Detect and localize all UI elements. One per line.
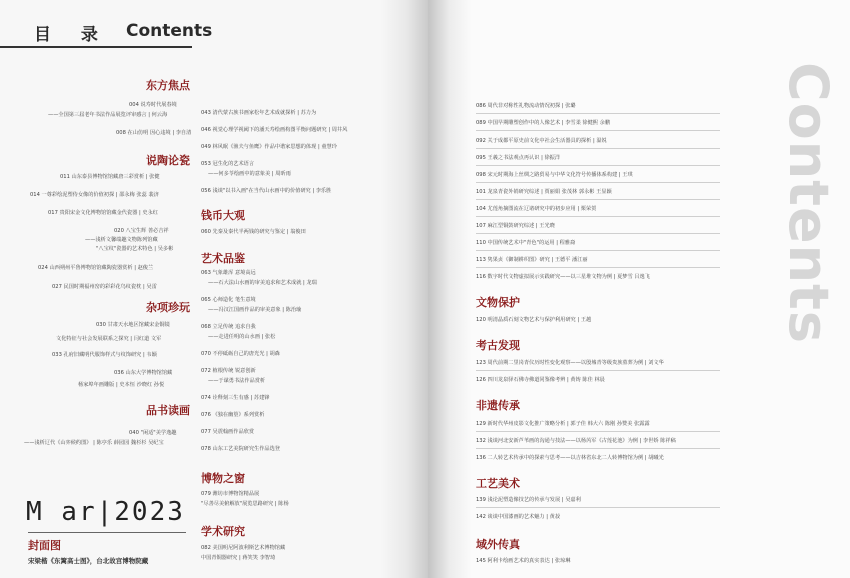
toc-entry: 008 在山仿明 因心违境 | 李自清 [116,130,192,136]
section-title: 东方焦点 [146,79,190,92]
cover-image-caption: 宋梁楷《东篱高士图》，台北故宫博物院藏 [28,557,149,565]
toc-entry: 107 麻江型铜鼓研究综述 | 王光晓 [476,223,555,229]
toc-entry: 070 不停砥砺自己的唐光光 | 胡森 [201,351,280,357]
toc-entry: 078 山东工艺美院研究生作品选登 [201,446,280,452]
entry-divider [476,250,720,251]
entry-divider [476,431,720,432]
entry-divider [476,267,720,268]
toc-entry: 113 隽果贞《御制耕织图》研究 | 王德平 潘江丽 [476,257,588,263]
entry-divider [476,370,720,371]
section-title: 学术研究 [201,525,245,538]
issue-date: M ar|2023 [26,497,185,527]
toc-entry: 017 贵阳宋金文化博物馆馆藏金代瓷器 | 史永红 [48,210,158,216]
entry-divider [476,448,720,449]
section-title: 钱币大观 [201,209,245,222]
entry-divider [476,113,720,114]
entry-divider [476,216,720,217]
toc-entry: 074 诠释刻三生有感 | 苏建锋 [201,395,270,401]
toc-entry: ——何多苓绘画中的意象美 | 周昕雨 [208,171,291,177]
section-title: 考古发现 [476,339,520,352]
toc-entry: 043 清代蒙古族书画家松年艺术成就探析 | 苏力为 [201,110,317,116]
toc-entry: 040 "闲适"美学逸趣 [129,430,177,436]
right-page [428,0,850,578]
toc-entry: 077 吴震翰画作品欣赏 [201,429,255,435]
toc-entry: 089 中国早期雕塑创作中的人像艺术 | 李雪柔 徐健熙 余鹏 [476,120,611,126]
toc-entry: 033 孔府旧藏明代服饰样式与纹饰研究 | 韦颖 [52,352,157,358]
section-title: 品书读画 [146,404,190,417]
toc-entry: 024 山西朔州平鲁博物馆馆藏陶瓷器赏析 | 赵俊兰 [38,265,154,271]
toc-header [34,20,213,45]
toc-entry: 136 二人转艺术传承中的探索与思考——以吉林省东北二人转博物馆为例 | 胡曦光 [476,455,664,461]
header-divider [0,46,192,48]
section-title: 工艺美术 [476,477,520,490]
toc-entry: 072 植根传统 锐意创新 [201,368,256,374]
toc-entry: 068 立足传统 追求自我 [201,324,256,330]
toc-entry: 126 四川龙泉驿石佛寺佛道同鉴像考辨 | 黄铸 陈佳 林晨 [476,377,605,383]
toc-entry: 142 谈谈中国漆画的艺术魅力 | 黄菽 [476,514,561,520]
toc-entry: 079 潍坊市博物馆精品展 [201,491,260,497]
toc-entry: 145 阿利卡绘画艺术的真实表达 | 张琼琳 [476,558,571,564]
toc-entry: 056 浅谈"以书入画"在当代山水画中的价值研究 | 李乐胜 [201,188,332,194]
entry-divider [476,182,720,183]
toc-entry: 中国青铜器研究 | 蒋笑笑 李智琦 [201,555,276,561]
toc-entry: 文化特征与社会发展联系之探究 | 闫红道 文军 [56,336,162,342]
toc-entry: 053 冠生化的艺术语言 [201,161,255,167]
toc-entry: 076 《独在幽篁》系列赏析 [201,412,265,418]
entry-divider [476,507,720,508]
toc-entry: 120 明清晶质石刻文物艺术与保护利用研究 | 王越 [476,317,592,323]
toc-entry: 049 林风眠《渔夫与鱼鹰》作品中谐家思想的体现 | 童慧玲 [201,144,337,150]
toc-entry: 104 尤莲角摘图流在辽诸研究中的初步应用 | 栗荣贺 [476,206,597,212]
toc-entry: 036 山东大学博物馆馆藏 [114,370,173,376]
toc-entry: 020 八宝生辉 善必吉祥 [114,228,169,234]
toc-entry: 杨家埠年画雕版 | 史本恒 沙晓红 孙悦 [78,382,165,388]
toc-title-english: Contents [126,21,213,41]
toc-title-chinese: 目 录 [34,25,110,45]
toc-entry: 129 新时代华州皮影文化推广策略分析 | 郭子佳 韩大六 陈刚 孙赞美 张露露 [476,421,650,427]
toc-entry: ——冯汉江国画作品的审美意象 | 陈治瑜 [208,307,302,313]
issue-date-divider [28,532,186,533]
toc-entry: 132 浅谈河北安新芦苇画的沟通与技法——以杨芮军《古莲花池》为例 | 李世娇 陈祥稿 [476,438,676,444]
toc-entry: 014 一尊彩绘泥塑侍女像的价值初探 | 邵永梅 张蕊 裴济 [30,192,159,198]
toc-entry: 123 周代前期二里岗青仪历时性变化观察——以殷墟青等级贵族墓葬为例 | 刘文华 [476,360,664,366]
toc-entry: 063 气象雄浑 意境高远 [201,270,256,276]
toc-entry: ——于谋勇书法作品赏析 [208,378,266,384]
section-title: 杂项珍玩 [146,301,190,314]
section-title: 艺术品鉴 [201,252,245,265]
toc-entry: 116 数字时代文物虚拟展示实践研究——以三星堆文物为例 | 夏梦雪 吕逸飞 [476,274,650,280]
toc-entry: 011 山东泰县博物馆馆藏唐三彩赏析 | 张健 [60,174,160,180]
section-title: 非遗传承 [476,399,520,412]
entry-divider [476,165,720,166]
section-title: 说陶论瓷 [146,154,190,167]
toc-entry: ——石大法山水画的审美追求和艺术成就 | 龙瑞 [208,280,317,286]
toc-entry: 030 甘肃天水地区馆藏宋金铜镜 [96,322,170,328]
vertical-contents-text: Contents [777,62,840,345]
section-title: 文物保护 [476,296,520,309]
toc-entry: 004 说寿时代展春境 [129,102,177,108]
toc-entry: 101 龙泉青瓷外销研究综述 | 贾丽娟 张茂林 郭永彬 王显颖 [476,189,612,195]
cover-image-heading: 封面图 [28,539,61,552]
toc-entry: 098 宋元时期海上丝绸之路贸易与中华文化符号传播体系构建 | 王琪 [476,172,633,178]
toc-entry: 092 关于成都平原史前文化中社会生活器具的探析 | 温锐 [476,138,607,144]
toc-entry: 065 心师造化 笔生意境 [201,297,256,303]
toc-entry: 027 民国时期福州窑的彩彩花鸟纹瓷枕 | 吴雷 [52,284,157,290]
entry-divider [476,148,720,149]
vertical-contents-word [777,62,848,345]
toc-entry: ——浅析辽代《山弈候约图》 | 陈亭乐 薛园园 魏杉杉 吴纪宝 [24,440,164,446]
page-gutter-shadow [428,0,472,578]
page-gutter-shadow [380,0,428,578]
toc-entry: 086 周代非对称性礼物流动情况初探 | 张璐 [476,103,576,109]
toc-entry: "八宝纹"瓷器的艺术特色 | 吴多彬 [96,246,174,252]
toc-entry: "尽善尽美俯解放"展览思路研究 | 陈杨 [201,501,289,507]
entry-divider [476,233,720,234]
toc-entry: 095 王羲之书法观点再认识 | 徐振洋 [476,155,561,161]
toc-entry: ——全国第三届老年书法作品展览评审感言 | 何云海 [48,112,168,118]
toc-entry: 046 视觉心理学视阈下的潘天寿绘画构图平衡问题研究 | 周井风 [201,127,348,133]
section-title: 博物之窗 [201,472,245,485]
toc-entry: 110 中国传统艺术中"青色"的运用 | 程雅裔 [476,240,576,246]
toc-entry: 082 美国明尼阿波利斯艺术博物馆藏 [201,545,286,551]
section-title: 域外传真 [476,538,520,551]
entry-divider [476,130,720,131]
entry-divider [476,199,720,200]
toc-entry: ——走进任明的山水画 | 张松 [208,334,276,340]
toc-entry: ——浅析文馨端趣文物陈列馆藏 [85,237,158,243]
toc-entry: 060 先秦及秦代半两钱的研究与鉴定 | 翁俊田 [201,229,306,235]
toc-entry: 139 浅论泥塑造像技艺的传承与发展 | 吴嘉利 [476,497,581,503]
